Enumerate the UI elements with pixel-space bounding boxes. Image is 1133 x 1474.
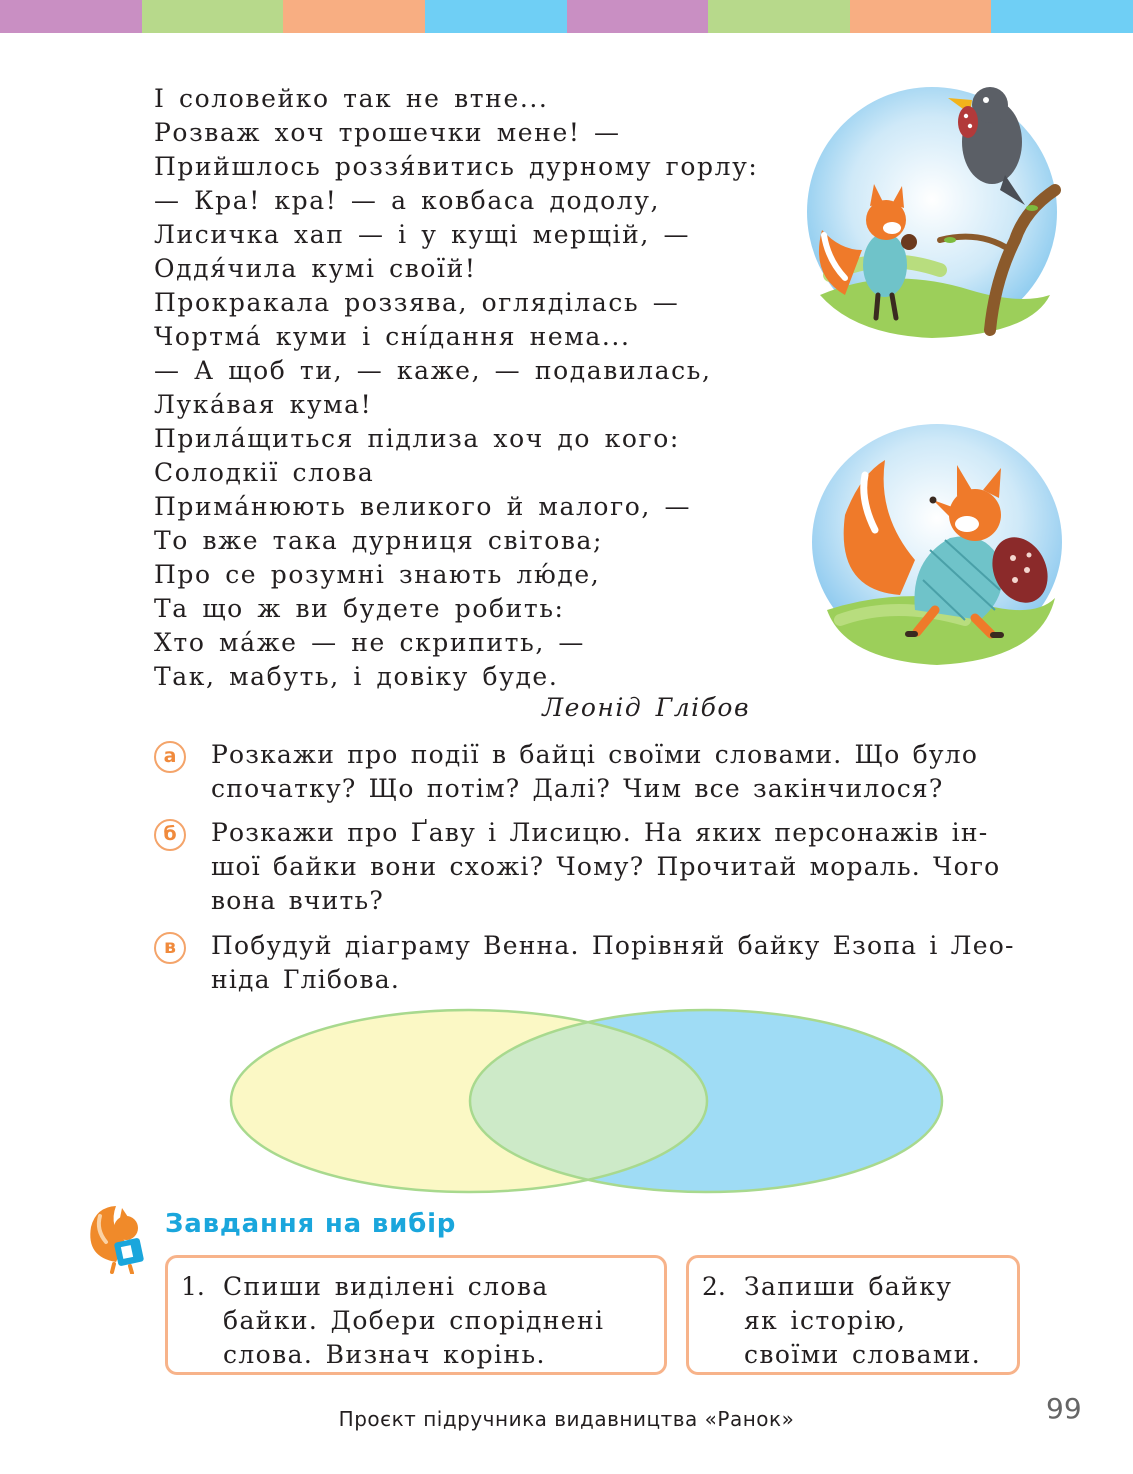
question-text: Побудуй діаграму Венна. Порівняй байку Езопа і Леоніда Глібова. <box>211 931 1014 994</box>
poem <box>154 82 794 694</box>
question-badge: а <box>154 741 186 773</box>
poem-line: Прима́нюють великого й малого, — <box>154 492 692 521</box>
poem-line: Прийшлось роззя́витись дурному горлу: <box>154 152 759 181</box>
page-number: 99 <box>1046 1392 1082 1425</box>
poem-line: Оддя́чила кумі своїй! <box>154 254 477 283</box>
choice-title: Завдання на вибір <box>165 1209 457 1239</box>
color-segment <box>567 0 709 33</box>
poem-line: — Кра! кра! — а ковбаса додолу, <box>154 186 661 215</box>
poem-line: Лука́вая кума! <box>154 390 373 419</box>
poem-line: — А щоб ти, — каже, — подавилась, <box>154 356 712 385</box>
poem-line: Хто ма́же — не скрипить, — <box>154 628 586 657</box>
question-badge: в <box>154 932 186 964</box>
poem-line: Та що ж ви будете робить: <box>154 594 565 623</box>
footer-publisher: Проєкт підручника видавництва «Ранок» <box>338 1407 795 1431</box>
poem-line: Розваж хоч трошечки мене! — <box>154 118 621 147</box>
color-segment <box>850 0 992 33</box>
color-segment <box>425 0 567 33</box>
poem-line: Лисичка хап — і у кущі мерщій, — <box>154 220 691 249</box>
color-segment <box>708 0 850 33</box>
poem-line: Прила́щиться підлиза хоч до кого: <box>154 424 680 453</box>
poem-line: Так, мабуть, і довіку буде. <box>154 662 559 691</box>
color-segment <box>991 0 1133 33</box>
color-segment <box>142 0 284 33</box>
poem-line: Про се розумні знають лю́де, <box>154 560 601 589</box>
poem-line: Прокракала роззява, огляділась — <box>154 288 680 317</box>
question-badge: б <box>154 819 186 851</box>
task-card-2 <box>686 1255 1020 1375</box>
top-color-bar <box>0 0 1133 33</box>
color-segment <box>0 0 142 33</box>
poem-line: І соловейко так не втне... <box>154 84 549 113</box>
poem-line: То вже така дурниця світова; <box>154 526 604 555</box>
poem-author: Леонід Глібов <box>542 693 750 722</box>
task-card-1 <box>165 1255 667 1375</box>
task-text: Спиши виділені слова байки. Добери споріднені слова. Визнач корінь. <box>223 1272 605 1369</box>
poem-line: Солодкії слова <box>154 458 375 487</box>
color-segment <box>283 0 425 33</box>
poem-line: Чортма́ куми і сні́дання нема... <box>154 322 631 351</box>
task-text: Запиши байку як історію, своїми словами. <box>744 1272 982 1369</box>
fox-sausage-illustration <box>805 420 1070 675</box>
task-number: 1. <box>181 1272 205 1301</box>
venn-diagram <box>228 1008 948 1202</box>
crow-fox-illustration <box>800 80 1065 345</box>
task-number: 2. <box>702 1272 726 1301</box>
question-text: Розкажи про Ґаву і Лисицю. На яких персонажів іншої байки вони схожі? Чому? Прочитай мораль. Чого вона вчить? <box>211 818 1001 915</box>
question-text: Розкажи про події в байці своїми словами. Що було спочатку? Що потім? Далі? Чим все закінчилося? <box>211 740 979 803</box>
squirrel-book-icon <box>86 1202 156 1278</box>
